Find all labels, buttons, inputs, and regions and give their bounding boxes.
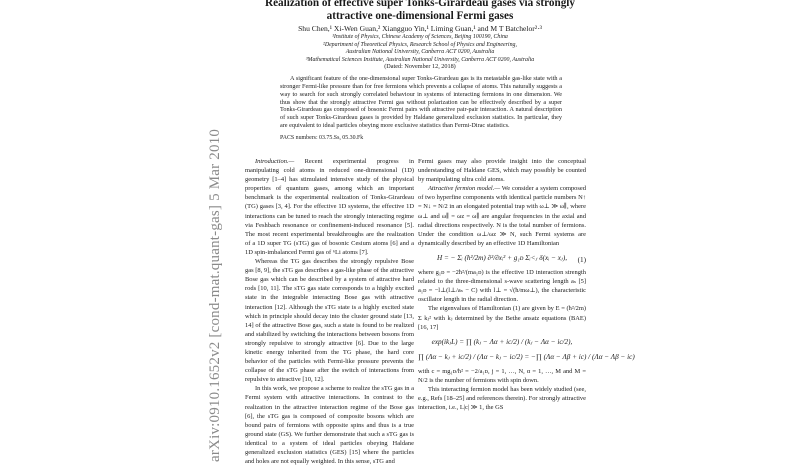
equation-hamiltonian: [418, 254, 586, 263]
paragraph-text: We consider a system composed of two hyperfine components with identical particle numbers N↑ = N↓ = N/2 in an elongated potential trap with ω⊥ ≫ ω∥, where ω⊥ and ω∥ = ωz = ω∥ are angular frequencies in the axial and radial directions respectively. N is the total number of fermions. Under the condition ω⊥/ωz ≫ N, such Fermi systems are dynamically described by an effective 1D Hamiltonian: [418, 185, 586, 247]
section-label-model: Attractive fermion model.—: [428, 185, 501, 193]
model-paragraph: [418, 184, 586, 248]
paragraph-text: Recent experimental progress in manipulating cold atoms in reduced one-dimensional (1D) geometry [1–4] has stimulated intensive study of the physical properties of quantum gases, among which an important benchmark is the experimental realization of Tonks-Girardeau (TG) gases [3, 4]. For the effective 1D systems, the effective 1D interactions can be tuned to reach the strongly interacting regime via Feshbach resonance or confinement-induced resonance [5]. The most recent experimental breakthroughs are the realization of a 1D super TG (sTG) gas of bosonic Cesium atoms [6] and a 1D spin-imbalanced Fermi gas of ⁶Li atoms [7].: [245, 158, 415, 256]
paragraph: The eigenvalues of Hamiltonian (1) are given by E = (ħ²/2m) Σ kⱼ² with kⱼ determined by the Bethe ansatz equations (BAE) [16, 17]: [418, 305, 586, 331]
equation-bae-1: exp(ikⱼL) = ∏ (kⱼ − Λα + ic/2) / (kⱼ − Λα − ic/2),: [431, 337, 573, 346]
paragraph: where g₁ᴅ = −2ħ²/(ma₁ᴅ) is the effective 1D interaction strength related to the three-dimensional s-wave scattering length aₛ [5] a₁ᴅ = −l⊥(l⊥/aₛ − C) with l⊥ = √(ħ/mω⊥), the characteristic oscillator length in the radial direction.: [418, 269, 586, 304]
paragraph: Fermi gases may also provide insight into the conceptual understanding of Haldane GES, which may possibly be counted by manipulating ultra cold atoms.: [418, 158, 586, 184]
pacs-numbers: PACS numbers: 03.75.Ss, 05.30.Fk: [280, 135, 364, 141]
paragraph: with c = mg₁ᴅ/ħ² = −2/a₁ᴅ, j = 1, …, N, α = 1, …, M and M = N/2 is the number of fermions with spin down.: [418, 367, 586, 384]
date-line: (Dated: November 12, 2018): [384, 63, 456, 70]
affiliation-line: ¹Institute of Physics, Chinese Academy of Sciences, Beijing 100190, China: [332, 34, 508, 40]
affiliation-line: ³Mathematical Sciences Institute, Australian National University, Canberra ACT 0200, Australia: [305, 56, 535, 63]
author-list: Shu Chen,¹ Xi-Wen Guan,² Xiangguo Yin,¹ Liming Guan,¹ and M T Batchelor²·³: [298, 24, 542, 33]
abstract: A significant feature of the one-dimensional super Tonks-Girardeau gas is its metastable gas-like state with a stronger Fermi-like pressure than for free fermions which prevents a collapse of atoms. This naturally suggests a way to search for such strongly correlated behaviour in systems of interacting fermions in one dimension. We thus show that the strongly attractive Fermi gas without polarization can be effectively described by a super Tonks-Girardeau gas composed of bosonic Fermi pairs with attractive pair-pair interaction. A natural description of such super Tonks-Girardeau gases is provided by Haldane generalized exclusion statistics. In particular, they are equivalent to ideal particles obeying more exclusive statistics than Fermi-Dirac statistics.: [280, 75, 562, 130]
paper-title: Realization of effective super Tonks-Girardeau gases via strongly attractive one-dimensional Fermi gases: [264, 0, 576, 22]
affiliation-line: ²Department of Theoretical Physics, Research School of Physics and Engineering,: [323, 41, 517, 48]
paragraph: This interacting fermion model has been widely studied (see, e.g., Refs [18–25] and references therein). For strongly attractive interaction, i.e., L|c| ≫ 1, the GS: [418, 386, 586, 412]
equation-number: (1): [577, 255, 586, 264]
equation-body: H = − Σᵢ (ħ²/2m) ∂²/∂xᵢ² + g₁ᴅ Σᵢ<ⱼ δ(xᵢ − xⱼ),: [436, 253, 568, 262]
right-column: [418, 157, 635, 412]
intro-paragraph: [245, 157, 414, 257]
equation-bae-2: ∏ (Λα − kⱼ + ic/2) / (Λα − kⱼ − ic/2) = −∏ (Λα − Λβ + ic) / (Λα − Λβ − ic): [418, 352, 635, 361]
affiliations: [230, 34, 610, 64]
paragraph: Whereas the TG gas describes the strongly repulsive Bose gas [8, 9], the sTG gas describes a gas-like phase of the attractive Bose gas which can be described by a system of attractive hard rods [10, 11]. The sTG gas state corresponds to a highly excited state in the integrable interacting Bose gas with attractive interaction [12]. Although the sTG state is a highly excited state which in principle should decay into the cluster ground state [13, 14] of the attractive Bose gas, such a state is found to be realized and stabilized by switching the interactions between bosons from strongly repulsive to strongly attractive [6]. Due to the large kinetic energy inherited from the TG phase, the hard core behavior of the particles with Fermi-like pressure prevents the collapse of the sTG phase after the switch of interactions from repulsive to attractive [10, 12].: [245, 258, 414, 384]
paragraph: In this work, we propose a scheme to realize the sTG gas in a Fermi system with attractive interactions. In contrast to the realization in the attractive interaction regime of the Bose gas [6], the sTG gas is composed of composite bosons which are bound pairs of fermions with opposite spins and thus is a true ground state (GS). We further demonstrate that such a sTG gas is identical to a system of ideal particles obeying Haldane generalized exclusion statistics (GES) [15] where the particles and holes are not equally weighted. In this sense, sTG and: [245, 385, 414, 466]
section-label-introduction: Introduction.—: [255, 158, 295, 165]
left-column: [245, 157, 414, 466]
affiliation-line: Australian National University, Canberra ACT 0200, Australia: [345, 49, 495, 56]
arxiv-stamp: arXiv:0910.1652v2 [cond-mat.quant-gas] 5 Mar 2010: [207, 128, 223, 462]
